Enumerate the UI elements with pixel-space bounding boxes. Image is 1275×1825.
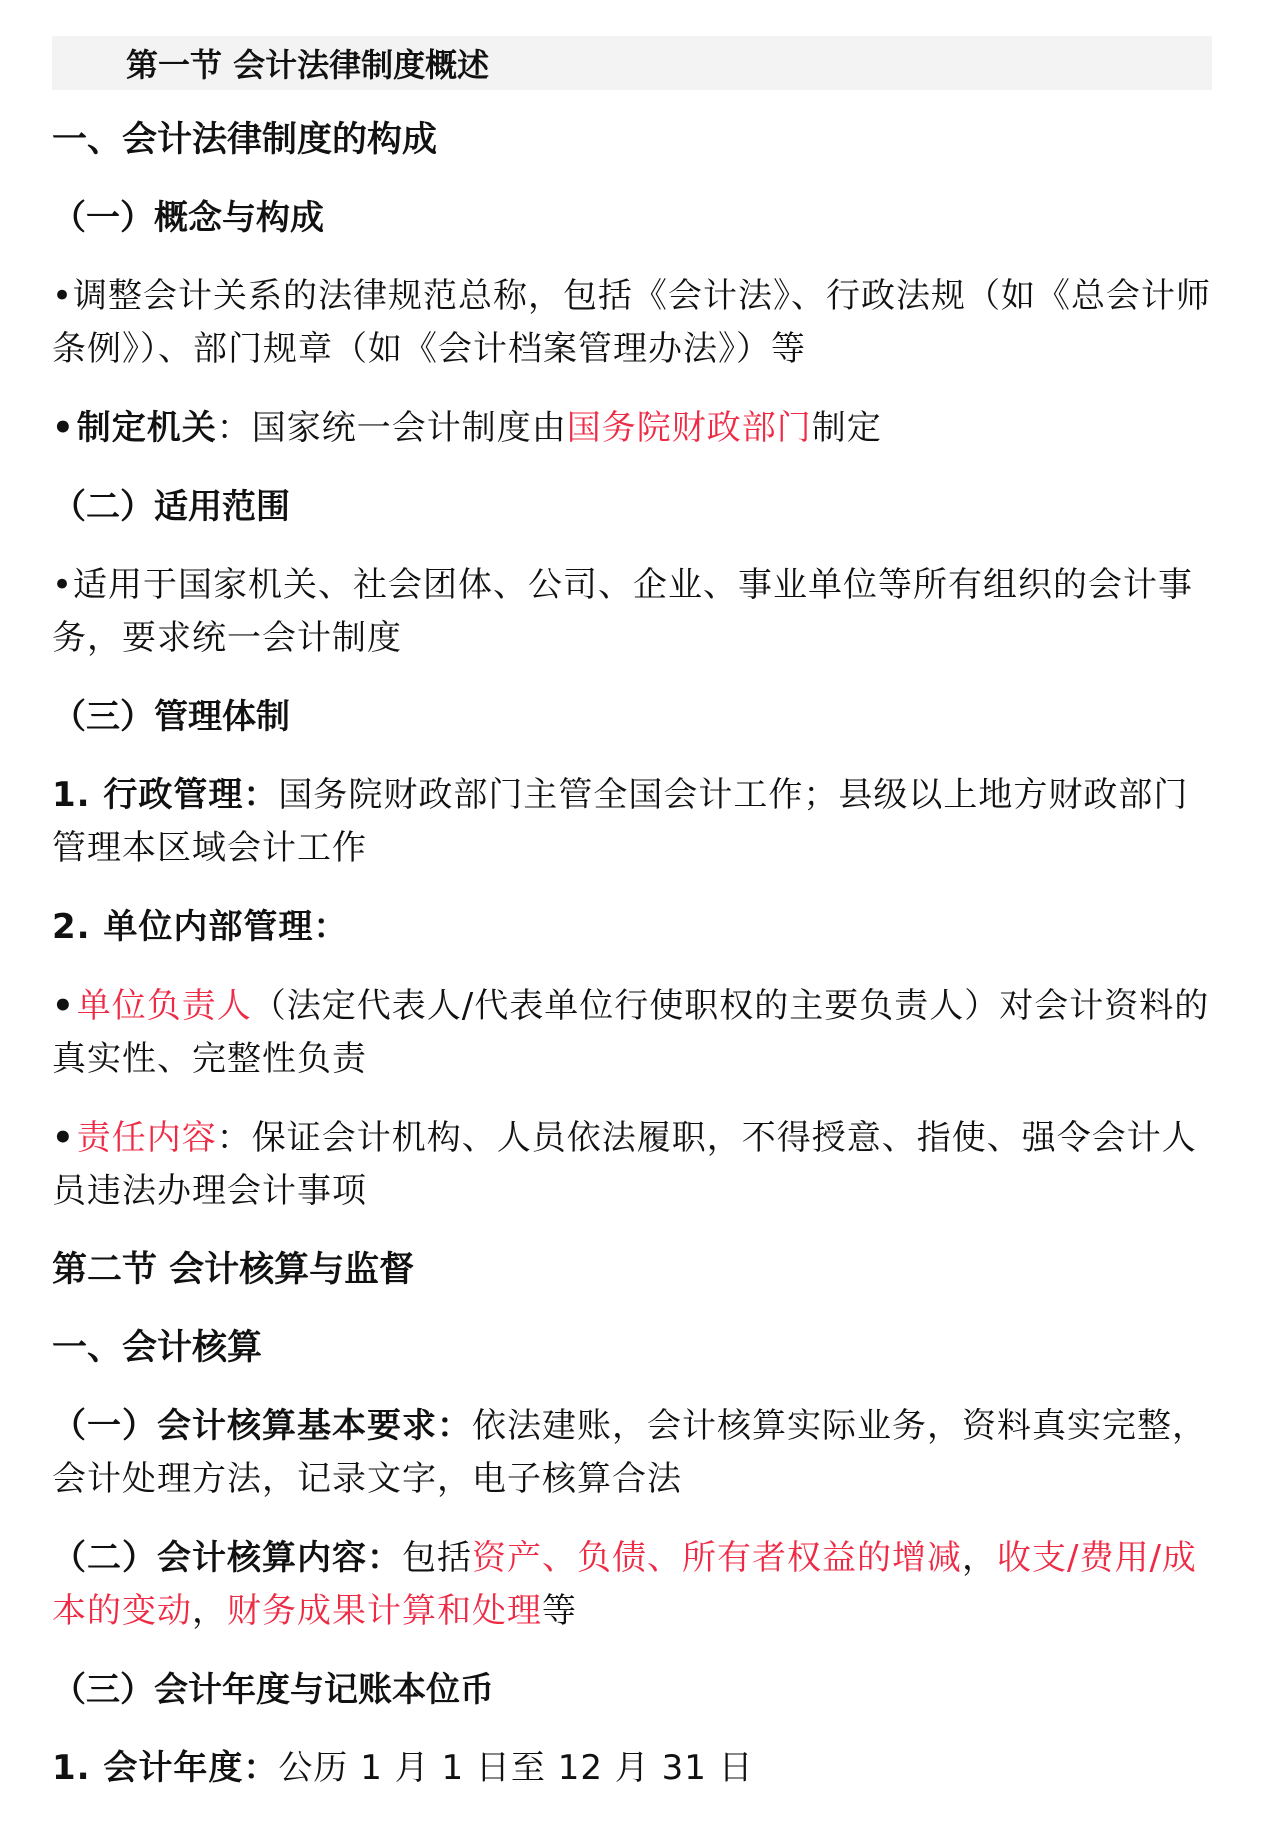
highlight-unit-head: 单位负责人: [76, 986, 252, 1026]
bullet-icon: •: [52, 1118, 75, 1158]
text-segment: 公历 1 月 1 日至 12 月 31 日: [278, 1748, 754, 1788]
section-1-title: 第一节 会计法律制度概述: [126, 46, 490, 84]
text-segment: ，: [962, 1538, 997, 1578]
label-fiscal-year: 1. 会计年度: [52, 1748, 244, 1788]
document-page: [52, 36, 1212, 1821]
highlight-results: 财务成果计算和处理: [227, 1591, 542, 1631]
colon: ：: [367, 1538, 402, 1578]
section-title-bar: [52, 36, 1212, 90]
highlight-income: 收支/费用/成本的变动: [52, 1538, 1197, 1631]
subheading-concept: （一）概念与构成: [52, 198, 324, 238]
label-issuing-authority: 制定机关: [76, 408, 217, 448]
colon: ：: [243, 775, 279, 815]
paragraph-definition: •调整会计关系的法律规范总称，包括《会计法》、行政法规（如《总会计师条例》）、部门规章（如《会计档案管理办法》）等: [52, 276, 1212, 369]
subheading-scope: （二）适用范围: [52, 487, 290, 527]
paragraph-internal-management: [52, 901, 1212, 954]
paragraph-fiscal-year: [52, 1742, 1212, 1795]
colon: ：: [216, 408, 252, 448]
paragraph-basic-requirements: [52, 1400, 1212, 1506]
highlight-assets: 资产、负债、所有者权益的增减: [472, 1538, 962, 1578]
label-basic-requirements: （一）会计核算基本要求: [52, 1406, 437, 1446]
colon: ：: [243, 1748, 279, 1788]
label-internal-management: 2. 单位内部管理: [52, 907, 314, 947]
text-segment: 国务院财政部门主管全国会计工作；县级以上地方财政部门管理本区域会计工作: [52, 775, 1189, 868]
paragraph-scope: •适用于国家机关、社会团体、公司、企业、事业单位等所有组织的会计事务，要求统一会计制度: [52, 565, 1194, 658]
paragraph-responsibility: [52, 1112, 1212, 1218]
part-heading-accounting: 一、会计核算: [52, 1328, 263, 1368]
part-heading-composition: 一、会计法律制度的构成: [52, 120, 438, 160]
paragraph-unit-head: [52, 980, 1212, 1086]
bullet-icon: •: [52, 986, 75, 1026]
subheading-management: （三）管理体制: [52, 697, 290, 737]
paragraph-accounting-content: [52, 1532, 1212, 1638]
text-segment: ，: [192, 1591, 227, 1631]
colon: ：: [313, 907, 349, 947]
subheading-fiscal-year: （三）会计年度与记账本位币: [52, 1670, 494, 1710]
text-segment: 制定: [811, 408, 882, 448]
section-2-title: 第二节 会计核算与监督: [52, 1250, 415, 1290]
highlight-responsibility: 责任内容: [76, 1118, 217, 1158]
bullet-icon: •: [52, 408, 75, 448]
label-admin-management: 1. 行政管理: [52, 775, 244, 815]
text-segment: 依法建账，会计核算实际业务，资料真实完整，会计处理方法，记录文字，电子核算合法: [52, 1406, 1207, 1499]
label-accounting-content: （二）会计核算内容: [52, 1538, 367, 1578]
text-segment: 包括: [402, 1538, 472, 1578]
text-segment: 国家统一会计制度由: [251, 408, 567, 448]
paragraph-issuing-authority: [52, 402, 1212, 455]
text-segment: 等: [542, 1591, 577, 1631]
colon: ：: [437, 1406, 472, 1446]
highlight-ministry: 国务院财政部门: [566, 408, 812, 448]
paragraph-admin-management: [52, 769, 1212, 875]
text-segment: ：保证会计机构、人员依法履职，不得授意、指使、强令会计人员违法办理会计事项: [52, 1118, 1197, 1211]
text-segment: （法定代表人/代表单位行使职权的主要负责人）对会计资料的真实性、完整性负责: [52, 986, 1210, 1079]
